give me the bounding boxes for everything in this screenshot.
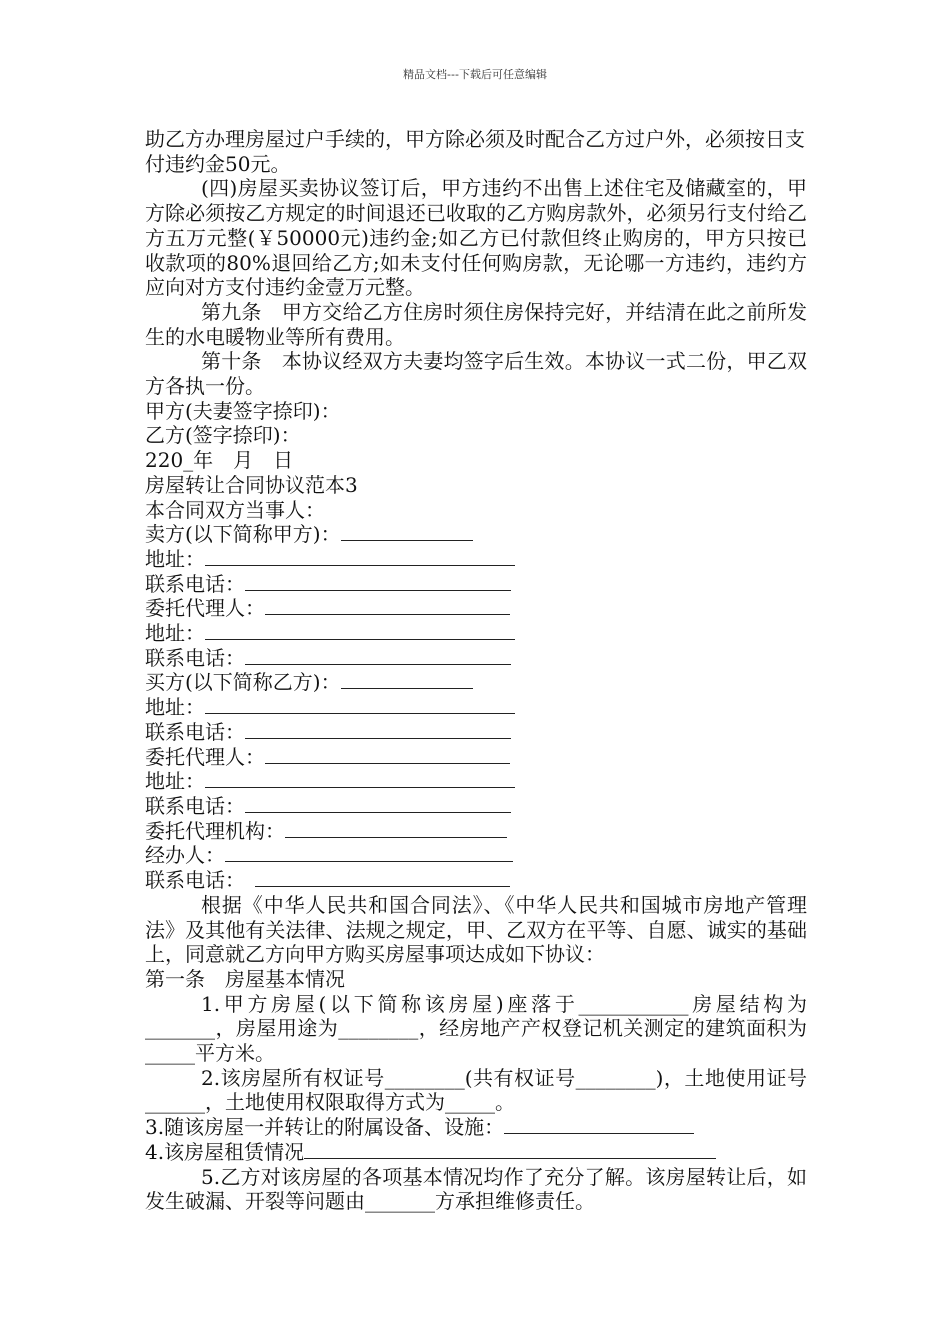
blank-line [504, 1115, 694, 1134]
signature-party-b: 乙方(签字捺印)： [145, 423, 301, 448]
item-1-location: 1.甲方房屋(以下简称该房屋)座落于___________房屋结构为_______，房屋用途为________，经房地产产权登记机关测定的建筑面积为_____平方米。 [145, 991, 807, 1066]
blank-line [205, 547, 515, 566]
paragraph-transfer-penalty: 助乙方办理房屋过户手续的，甲方除必须及时配合乙方过户外，必须按日支付违约金50元。 [145, 127, 805, 176]
field-label: 买方(以下简称乙方)： [145, 670, 341, 695]
blank-line [304, 1140, 716, 1159]
paragraph-article-9: 第九条 甲方交给乙方住房时须住房保持完好，并结清在此之前所发生的水电暖物业等所有费用。 [145, 299, 807, 349]
field-label: 3.随该房屋一并转让的附属设备、设施： [145, 1115, 505, 1140]
item-3-equipment [145, 1115, 807, 1140]
item-5-repairs: 5.乙方对该房屋的各项基本情况均作了充分了解。该房屋转让后，如发生破漏、开裂等问题由_______方承担维修责任。 [145, 1164, 807, 1214]
blank-line [205, 621, 515, 640]
field-buyer-address [145, 695, 807, 720]
field-handler [145, 843, 807, 868]
field-label: 联系电话： [145, 645, 245, 670]
item-4-lease [145, 1140, 807, 1165]
blank-line [205, 769, 515, 788]
page-header: 精品文档---下载后可任意编辑 [403, 68, 547, 81]
field-buyer-phone [145, 720, 807, 745]
field-label: 4.该房屋租赁情况 [145, 1139, 305, 1164]
field-seller-phone [145, 572, 807, 597]
blank-line [205, 695, 515, 714]
field-seller [145, 522, 807, 547]
field-seller-address [145, 547, 807, 572]
field-label: 卖方(以下简称甲方)： [145, 522, 341, 547]
field-label: 地址： [145, 546, 205, 571]
field-buyer-agent-address [145, 769, 807, 794]
contract-template-title: 房屋转让合同协议范本3 [145, 472, 358, 497]
paragraph-breach-clause: (四)房屋买卖协议签订后，甲方违约不出售上述住宅及储藏室的，甲方除必须按乙方规定的时间退还已收取的乙方购房款外，必须另行支付给乙方五万元整(￥50000元)违约金;如乙方已付款但终止购房的，甲方只按已收款项的80%退回给乙方;如未支付任何购房款，无论哪一方违约，违约方应向对方支付违约金壹万元整。 [145, 176, 807, 300]
blank-line [245, 794, 511, 813]
field-buyer-agent-phone [145, 794, 807, 819]
blank-line [245, 646, 511, 665]
field-buyer [145, 670, 807, 695]
field-label: 联系电话： [145, 719, 245, 744]
field-buyer-agent [145, 745, 807, 770]
field-label: 地址： [145, 621, 205, 646]
field-seller-agent [145, 596, 807, 621]
document-body [145, 127, 807, 1214]
field-agency [145, 819, 807, 844]
item-2-certificates: 2.该房屋所有权证号________(共有权证号________)，土地使用证号______，土地使用权限取得方式为_____。 [145, 1065, 807, 1115]
parties-intro: 本合同双方当事人： [145, 497, 325, 522]
field-label: 联系电话： [145, 571, 245, 596]
field-seller-agent-phone [145, 646, 807, 671]
signature-party-a: 甲方(夫妻签字捺印)： [145, 398, 341, 423]
field-label: 委托代理人： [145, 596, 265, 621]
field-label: 地址： [145, 695, 205, 720]
article-1-heading: 第一条 房屋基本情况 [145, 966, 345, 991]
paragraph-article-10: 第十条 本协议经双方夫妻均签字后生效。本协议一式二份，甲乙双方各执一份。 [145, 349, 807, 399]
field-label: 地址： [145, 769, 205, 794]
blank-line [265, 745, 510, 764]
field-seller-agent-address [145, 621, 807, 646]
blank-line [225, 843, 513, 862]
blank-line [285, 819, 507, 838]
field-label: 经办人： [145, 843, 225, 868]
blank-line [265, 596, 510, 615]
field-label: 联系电话： [145, 868, 245, 893]
signature-date: 220_年 月 日 [145, 448, 294, 473]
blank-line [341, 522, 473, 541]
field-label: 委托代理人： [145, 744, 265, 769]
field-label: 联系电话： [145, 793, 245, 818]
paragraph-legal-basis: 根据《中华人民共和国合同法》、《中华人民共和国城市房地产管理法》及其他有关法律、法规之规定，甲、乙双方在平等、自愿、诚实的基础上，同意就乙方向甲方购买房屋事项达成如下协议： [145, 892, 807, 967]
blank-line [245, 720, 511, 739]
field-handler-phone [145, 868, 807, 893]
field-label: 委托代理机构： [145, 818, 285, 843]
blank-line [341, 670, 473, 689]
blank-line [255, 868, 510, 887]
blank-line [245, 572, 511, 591]
